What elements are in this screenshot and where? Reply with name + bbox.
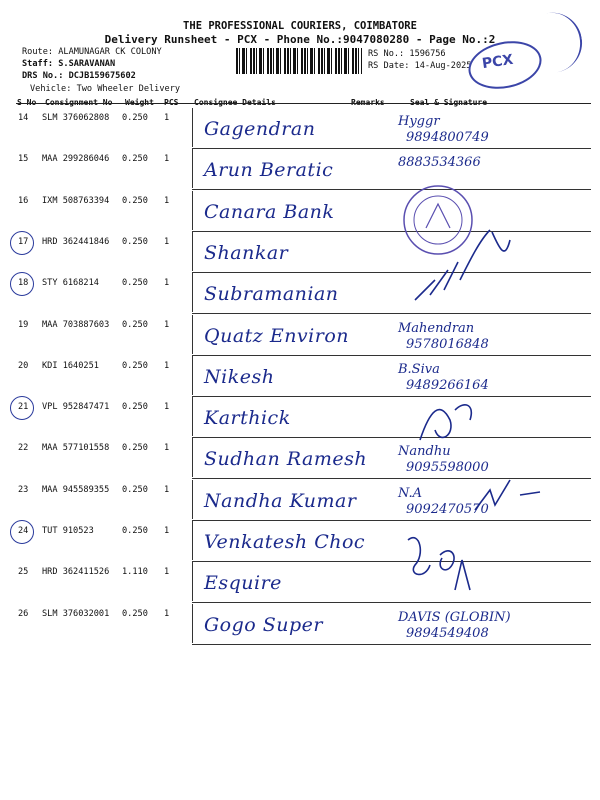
row-consignment: TUT 910523 [42, 526, 94, 536]
drs-number: DRS No.: DCJB159675602 [22, 71, 136, 81]
row-sno: 23 [18, 484, 29, 495]
column-divider [192, 149, 193, 188]
consignee-handwriting: Quatz Environ [204, 324, 350, 347]
row-consignment: HRD 362441846 [42, 236, 110, 247]
signature-scribble-4 [470, 470, 550, 520]
row-pcs: 1 [164, 154, 170, 165]
row-weight: 0.250 [122, 154, 148, 165]
signature-line-2: 9578016848 [406, 336, 489, 352]
table-row [16, 521, 591, 562]
row-sno: 16 [18, 195, 29, 206]
row-consignment: VPL 952847471 [42, 402, 110, 413]
rs-number: RS No.: 1596756 [368, 49, 446, 59]
row-weight: 0.250 [122, 484, 148, 495]
column-divider [192, 480, 193, 519]
row-sno: 24 [18, 526, 29, 536]
column-divider [192, 521, 193, 560]
signature-line-1: 8883534366 [398, 155, 481, 171]
row-pcs: 1 [164, 443, 170, 454]
column-divider [192, 356, 193, 395]
row-pcs: 1 [164, 526, 170, 536]
signature-line-1: B.Siva [398, 361, 440, 377]
row-pcs: 1 [164, 113, 170, 123]
pen-arc-mark [525, 8, 587, 76]
row-sno: 26 [18, 608, 29, 619]
table-row [16, 356, 591, 397]
row-pcs: 1 [164, 195, 170, 206]
row-pcs: 1 [164, 278, 170, 289]
row-pcs: 1 [164, 319, 170, 330]
signature-scribble-3 [400, 520, 490, 600]
row-sno: 22 [18, 443, 29, 454]
row-sno: 20 [18, 360, 29, 371]
column-divider [192, 562, 193, 601]
table-row [16, 397, 591, 438]
row-sno: 18 [18, 278, 29, 289]
row-consignment: STY 6168214 [42, 278, 99, 289]
column-divider [192, 232, 193, 271]
staff-label: Staff: S.SARAVANAN [22, 59, 116, 69]
row-sno: 19 [18, 319, 29, 330]
table-row [16, 604, 591, 645]
row-consignment: KDI 1640251 [42, 360, 99, 371]
row-weight: 0.250 [122, 236, 148, 247]
table-row [16, 108, 591, 149]
row-weight: 0.250 [122, 402, 148, 413]
row-consignment: SLM 376032001 [42, 608, 110, 619]
row-weight: 0.250 [122, 526, 148, 536]
row-consignment: IXM 508763394 [42, 195, 110, 206]
circle-mark [10, 231, 34, 255]
circle-mark [10, 272, 34, 296]
signature-scribble-1 [410, 220, 520, 310]
row-pcs: 1 [164, 402, 170, 413]
runsheet-title: Delivery Runsheet - PCX - Phone No.:9047080280 - Page No.:2 [104, 33, 496, 46]
consignee-handwriting: Gagendran [204, 118, 316, 140]
row-sno: 25 [18, 567, 29, 578]
row-consignment: MAA 299286046 [42, 154, 110, 165]
row-weight: 0.250 [122, 360, 148, 371]
signature-line-1: Mahendran [398, 320, 475, 336]
column-divider [192, 604, 193, 643]
circle-mark [10, 520, 34, 544]
route-label: Route: ALAMUNAGAR CK COLONY [22, 47, 162, 57]
signature-scribble-2 [410, 380, 490, 450]
row-weight: 0.250 [122, 278, 148, 289]
signature-line-1: Nandhu [398, 444, 451, 460]
row-pcs: 1 [164, 236, 170, 247]
row-divider [192, 644, 591, 645]
row-sno: 17 [18, 236, 29, 247]
consignee-handwriting: Subramanian [204, 283, 339, 306]
signature-line-2: 9894549408 [406, 625, 489, 641]
row-weight: 0.250 [122, 195, 148, 206]
consignee-handwriting: Canara Bank [204, 200, 335, 223]
header-rule [16, 103, 591, 104]
consignee-handwriting: Karthick [204, 407, 291, 430]
barcode [236, 48, 362, 74]
vehicle-label: Vehicle: Two Wheeler Delivery [30, 84, 181, 94]
row-consignment: MAA 945589355 [42, 484, 110, 495]
signature-line-1: N.A [398, 485, 423, 501]
consignee-handwriting: Venkatesh Choc [204, 531, 366, 553]
consignee-handwriting: Shankar [204, 241, 289, 264]
row-pcs: 1 [164, 608, 170, 619]
row-consignment: SLM 376062808 [42, 113, 110, 123]
consignee-handwriting: Arun Beratic [204, 159, 334, 182]
signature-line-2: 9095598000 [406, 460, 489, 476]
row-weight: 0.250 [122, 608, 148, 619]
consignee-handwriting: Nikesh [204, 365, 275, 388]
signature-line-2: 9894800749 [406, 130, 489, 145]
table-row [16, 315, 591, 356]
row-weight: 0.250 [122, 113, 148, 123]
circle-mark [10, 396, 34, 420]
signature-line-2: 9092470570 [406, 501, 489, 517]
row-pcs: 1 [164, 360, 170, 371]
row-pcs: 1 [164, 567, 170, 578]
column-divider [192, 108, 193, 147]
column-divider [192, 438, 193, 477]
column-divider [192, 315, 193, 354]
row-weight: 0.250 [122, 319, 148, 330]
consignee-handwriting: Gogo Super [204, 613, 323, 636]
row-consignment: MAA 703887603 [42, 319, 110, 330]
row-sno: 21 [18, 402, 29, 413]
row-weight: 1.110 [122, 567, 148, 578]
row-consignment: MAA 577101558 [42, 443, 110, 454]
consignee-handwriting: Sudhan Ramesh [204, 448, 368, 471]
signature-line-2: 9489266164 [406, 377, 489, 393]
consignee-handwriting: Nandha Kumar [204, 489, 357, 512]
row-sno: 15 [18, 154, 29, 165]
table-row [16, 149, 591, 190]
column-divider [192, 397, 193, 436]
consignee-handwriting: Esquire [204, 572, 282, 595]
row-consignment: HRD 362411526 [42, 567, 110, 578]
signature-line-1: DAVIS (GLOBIN) [398, 609, 511, 625]
signature-line-1: Hyggr [398, 114, 440, 129]
rs-date: RS Date: 14-Aug-2025 [368, 61, 472, 71]
company-title: THE PROFESSIONAL COURIERS, COIMBATORE [183, 20, 417, 32]
row-sno: 14 [18, 113, 29, 123]
table-row [16, 562, 591, 603]
row-weight: 0.250 [122, 443, 148, 454]
column-divider [192, 273, 193, 312]
row-pcs: 1 [164, 484, 170, 495]
pcx-stamp: PCX [481, 51, 515, 73]
column-divider [192, 191, 193, 230]
